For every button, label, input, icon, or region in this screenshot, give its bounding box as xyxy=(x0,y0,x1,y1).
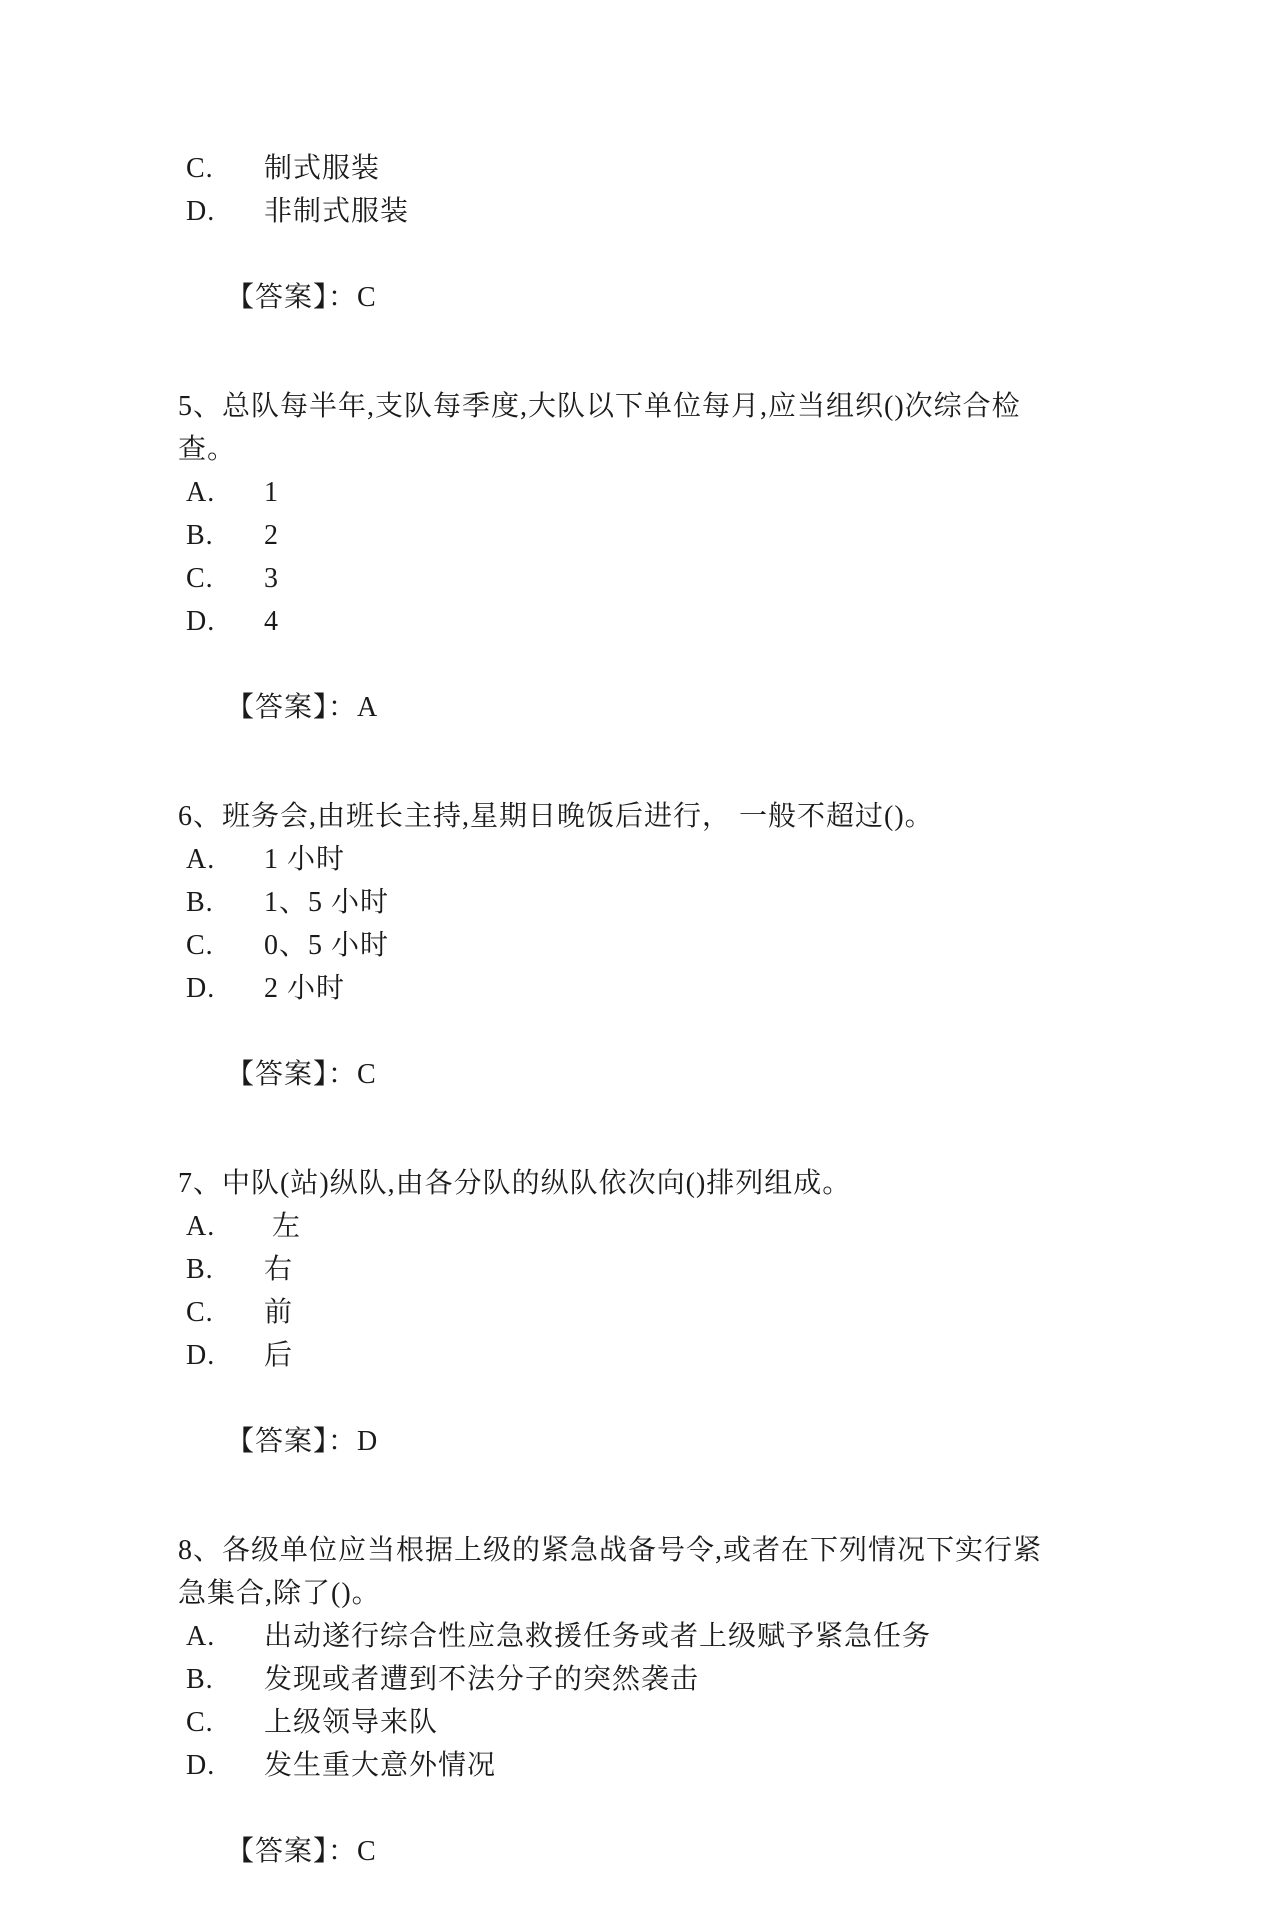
option-letter: D. xyxy=(186,606,216,637)
option-row xyxy=(186,1291,1195,1334)
option-row xyxy=(186,557,1195,600)
question-block-5 xyxy=(178,385,1195,772)
question-block-6 xyxy=(178,795,1195,1139)
question-block-partial xyxy=(178,147,1195,362)
option-letter: C. xyxy=(186,930,214,961)
question-text-line: 8、各级单位应当根据上级的紧急战备号令,或者在下列情况下实行紧 xyxy=(178,1535,1043,1566)
answer-label: 【答案】： xyxy=(226,282,358,313)
question-text-line: 查。 xyxy=(178,434,237,465)
option-row xyxy=(186,471,1195,514)
option-text: 后 xyxy=(264,1340,294,1371)
option-text: 1 小时 xyxy=(264,844,346,875)
option-row xyxy=(186,1248,1195,1291)
option-letter: C. xyxy=(186,1297,214,1328)
answer-row xyxy=(178,1787,1195,1916)
option-letter: D. xyxy=(186,973,216,1004)
option-text: 左 xyxy=(264,1211,302,1242)
option-letter: C. xyxy=(186,1707,214,1738)
option-letter: A. xyxy=(186,1211,216,1242)
option-text: 非制式服装 xyxy=(264,196,410,227)
answer-value: C xyxy=(357,1836,377,1867)
answer-row xyxy=(178,643,1195,772)
option-text: 0、5 小时 xyxy=(264,930,390,961)
option-row xyxy=(186,147,1195,190)
answer-row xyxy=(178,1010,1195,1139)
option-letter: D. xyxy=(186,1340,216,1371)
option-letter: B. xyxy=(186,520,214,551)
option-text: 制式服装 xyxy=(264,153,381,184)
option-row xyxy=(186,190,1195,233)
option-letter: A. xyxy=(186,1621,216,1652)
option-row xyxy=(186,1615,1195,1658)
question-block-7 xyxy=(178,1162,1195,1506)
option-letter: C. xyxy=(186,563,214,594)
option-row xyxy=(186,967,1195,1010)
answer-label: 【答案】： xyxy=(226,692,358,723)
answer-value: C xyxy=(357,282,377,313)
option-row xyxy=(186,514,1195,557)
answer-value: C xyxy=(357,1059,377,1090)
question-text-line: 6、班务会,由班长主持,星期日晚饭后进行， 一般不超过()。 xyxy=(178,801,934,832)
option-row xyxy=(186,838,1195,881)
option-text: 右 xyxy=(264,1254,294,1285)
option-letter: B. xyxy=(186,1664,214,1695)
answer-value: A xyxy=(357,692,379,723)
option-row xyxy=(186,600,1195,643)
option-text: 发现或者遭到不法分子的突然袭击 xyxy=(264,1664,700,1695)
answer-label: 【答案】： xyxy=(226,1426,358,1457)
option-row xyxy=(186,924,1195,967)
answer-label: 【答案】： xyxy=(226,1059,358,1090)
option-letter: D. xyxy=(186,1750,216,1781)
question-block-8 xyxy=(178,1529,1195,1916)
question-text-line: 5、总队每半年,支队每季度,大队以下单位每月,应当组织()次综合检 xyxy=(178,391,1021,422)
question-text-line: 7、中队(站)纵队,由各分队的纵队依次向()排列组成。 xyxy=(178,1168,852,1199)
option-text: 发生重大意外情况 xyxy=(264,1750,497,1781)
answer-row xyxy=(178,1377,1195,1506)
option-text: 4 xyxy=(264,606,279,637)
option-letter: B. xyxy=(186,887,214,918)
answer-row xyxy=(178,233,1195,362)
option-row xyxy=(186,1701,1195,1744)
option-letter: A. xyxy=(186,477,216,508)
option-letter: A. xyxy=(186,844,216,875)
option-text: 2 小时 xyxy=(264,973,346,1004)
option-letter: D. xyxy=(186,196,216,227)
option-row xyxy=(186,1205,1195,1248)
answer-value: D xyxy=(357,1426,379,1457)
option-row xyxy=(186,1658,1195,1701)
option-text: 出动遂行综合性应急救援任务或者上级赋予紧急任务 xyxy=(264,1621,932,1652)
question-text-line: 急集合,除了()。 xyxy=(178,1578,381,1609)
option-text: 前 xyxy=(264,1297,294,1328)
option-letter: B. xyxy=(186,1254,214,1285)
option-text: 3 xyxy=(264,563,279,594)
option-text: 1、5 小时 xyxy=(264,887,390,918)
option-row xyxy=(186,1334,1195,1377)
option-row xyxy=(186,1744,1195,1787)
answer-label: 【答案】： xyxy=(226,1836,358,1867)
option-letter: C. xyxy=(186,153,214,184)
option-text: 上级领导来队 xyxy=(264,1707,439,1738)
option-text: 2 xyxy=(264,520,279,551)
option-row xyxy=(186,881,1195,924)
option-text: 1 xyxy=(264,477,279,508)
